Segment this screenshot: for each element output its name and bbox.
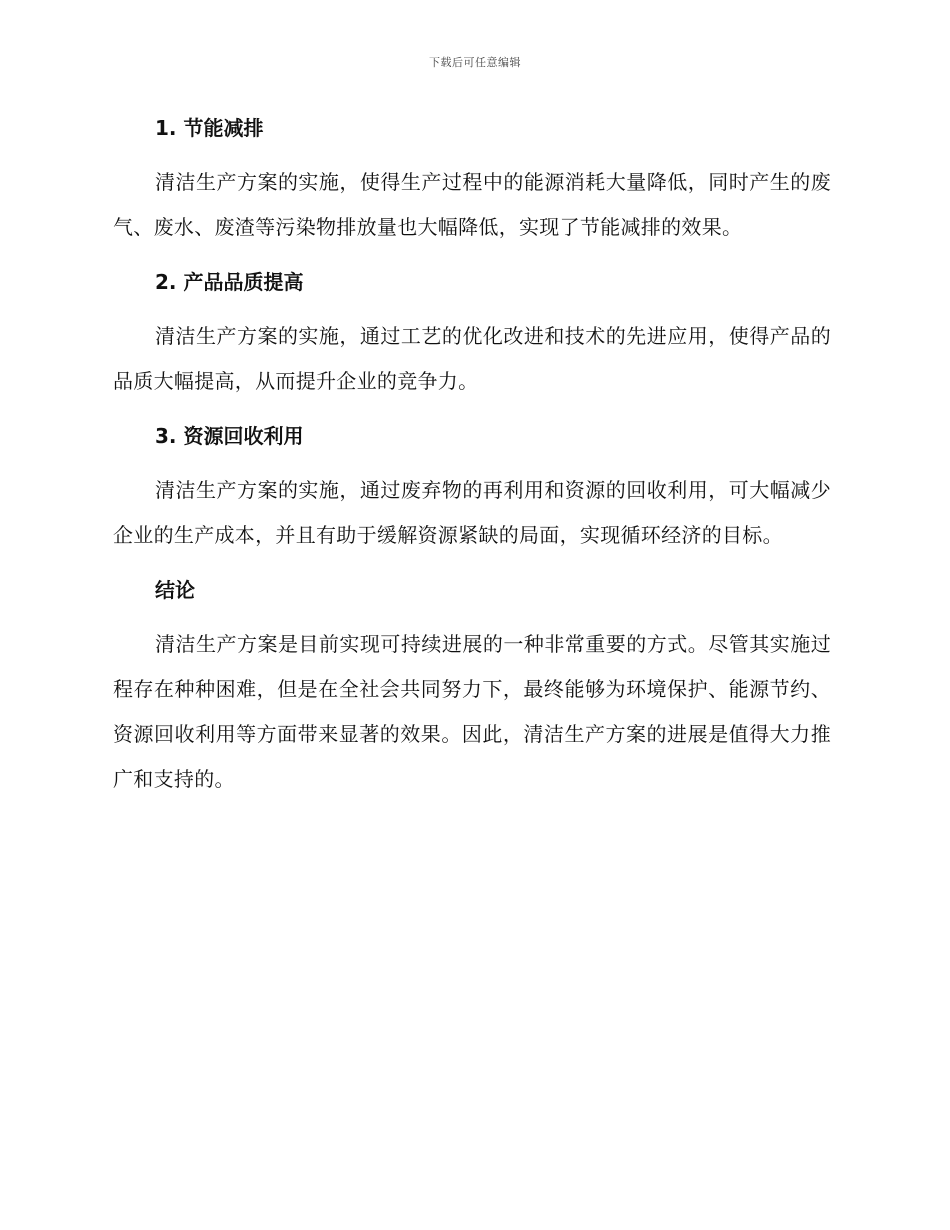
section-paragraph: 清洁生产方案的实施，使得生产过程中的能源消耗大量降低，同时产生的废气、废水、废渣等污染物排放量也大幅降低，实现了节能减排的效果。 xyxy=(113,170,831,239)
section-heading: 2. 产品品质提高 xyxy=(155,270,304,294)
section-recycling xyxy=(113,418,831,558)
section-paragraph: 清洁生产方案是目前实现可持续进展的一种非常重要的方式。尽管其实施过程存在种种困难，但是在全社会共同努力下，最终能够为环境保护、能源节约、资源回收利用等方面带来显著的效果。因此，清洁生产方案的进展是值得大力推广和支持的。 xyxy=(113,632,831,791)
page-header-note: 下载后可任意编辑 xyxy=(429,56,521,69)
section-heading: 1. 节能减排 xyxy=(155,116,264,140)
section-heading: 3. 资源回收利用 xyxy=(155,424,304,448)
document-body xyxy=(113,110,831,816)
section-quality xyxy=(113,264,831,404)
section-heading: 结论 xyxy=(155,578,195,602)
section-paragraph: 清洁生产方案的实施，通过废弃物的再利用和资源的回收利用，可大幅减少企业的生产成本，并且有助于缓解资源紧缺的局面，实现循环经济的目标。 xyxy=(113,478,831,547)
section-energy-saving xyxy=(113,110,831,250)
section-paragraph: 清洁生产方案的实施，通过工艺的优化改进和技术的先进应用，使得产品的品质大幅提高，从而提升企业的竞争力。 xyxy=(113,324,831,393)
section-conclusion xyxy=(113,572,831,802)
